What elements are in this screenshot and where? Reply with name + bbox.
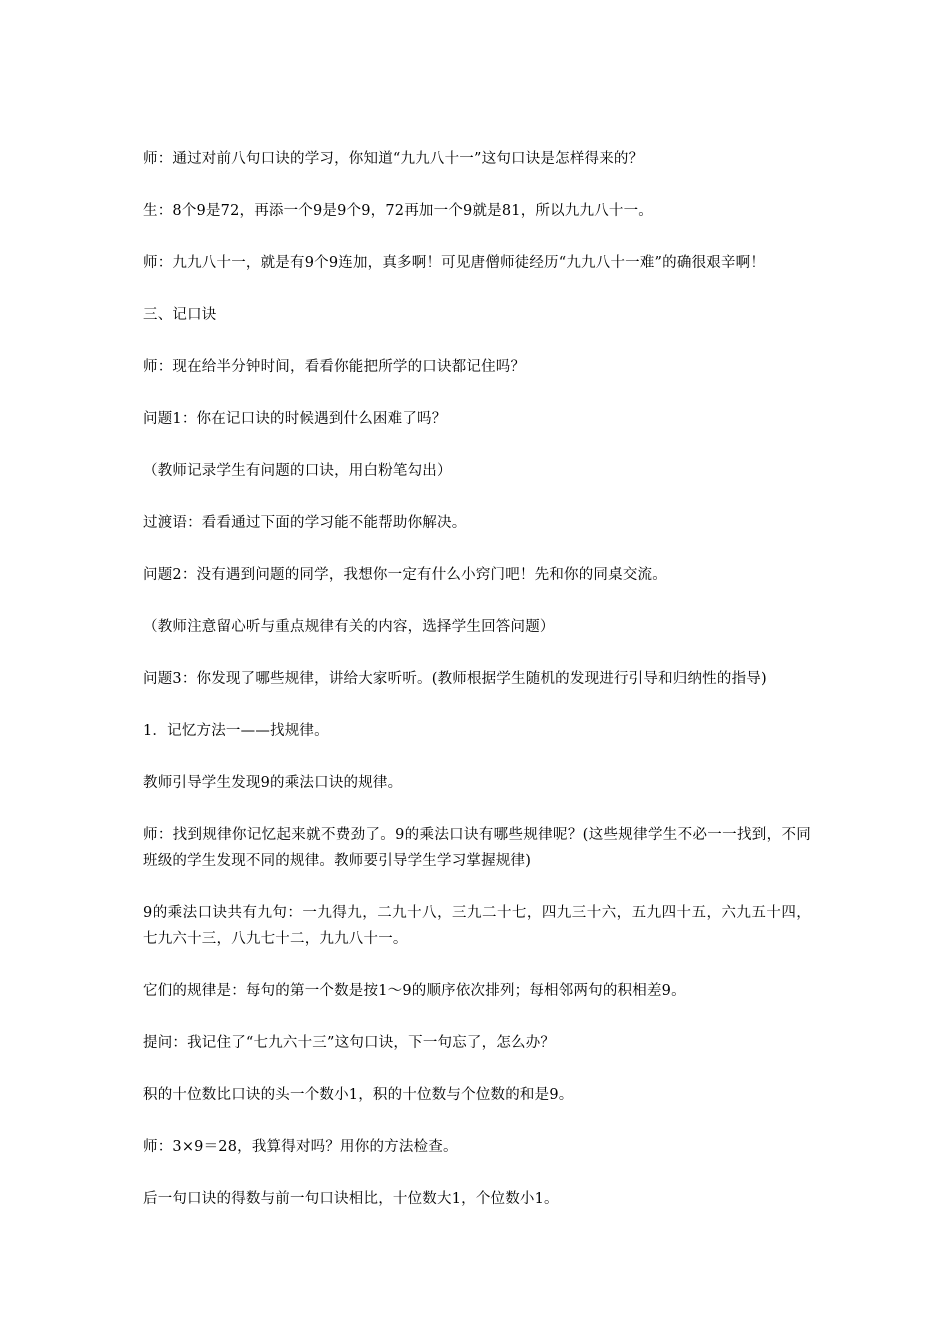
paragraph-question-3: 问题3：你发现了哪些规律，讲给大家听听。(教师根据学生随机的发现进行引导和归纳性的指导) [143, 671, 767, 687]
paragraph-teacher-instruction: 师：现在给半分钟时间，看看你能把所学的口诀都记住吗？ [143, 359, 526, 375]
paragraph-question-1: 问题1：你在记口诀的时候遇到什么困难了吗？ [143, 411, 447, 427]
paragraph-guidance: 教师引导学生发现9的乘法口诀的规律。 [143, 775, 403, 791]
paragraph-teacher-question: 师：通过对前八句口诀的学习，你知道“九九八十一”这句口诀是怎样得来的？ [143, 151, 644, 167]
paragraph-rule-summary: 它们的规律是：每句的第一个数是按1～9的顺序依次排列；每相邻两句的积相差9。 [143, 983, 686, 999]
paragraph-teacher-comment: 师：九九八十一，就是有9个9连加，真多啊！可见唐僧师徒经历“九九八十一难”的确很艰辛啊！ [143, 255, 766, 271]
paragraph-student-answer: 生：8个9是72，再添一个9是9个9，72再加一个9就是81，所以九九八十一。 [143, 203, 654, 219]
paragraph-teacher-rules: 师：找到规律你记忆起来就不费劲了。9的乘法口诀有哪些规律呢？(这些规律学生不必一一找到，不同班级的学生发现不同的规律。教师要引导学生学习掌握规律) [143, 827, 811, 869]
paragraph-note-1: （教师记录学生有问题的口诀，用白粉笔勾出） [143, 463, 452, 479]
subsection-heading: 1．记忆方法一——找规律。 [143, 723, 329, 739]
section-heading: 三、记口诀 [143, 307, 217, 323]
paragraph-check: 师：3×9＝28，我算得对吗？用你的方法检查。 [143, 1139, 458, 1155]
paragraph-question-2: 问题2：没有遇到问题的同学，我想你一定有什么小窍门吧！先和你的同桌交流。 [143, 567, 667, 583]
paragraph-transition: 过渡语：看看通过下面的学习能不能帮助你解决。 [143, 515, 467, 531]
paragraph-digit-rule: 积的十位数比口诀的头一个数小1，积的十位数与个位数的和是9。 [143, 1087, 574, 1103]
document-body [143, 146, 811, 1238]
paragraph-note-2: （教师注意留心听与重点规律有关的内容，选择学生回答问题） [143, 619, 555, 635]
paragraph-sequence-rule: 后一句口诀的得数与前一句口诀相比，十位数大1，个位数小1。 [143, 1191, 559, 1207]
paragraph-prompt: 提问：我记住了“七九六十三”这句口诀，下一句忘了，怎么办？ [143, 1035, 556, 1051]
paragraph-nine-table: 9的乘法口诀共有九句：一九得九，二九十八，三九二十七，四九三十六，五九四十五，六九五十四，七九六十三，八九七十二，九九八十一。 [143, 905, 811, 947]
